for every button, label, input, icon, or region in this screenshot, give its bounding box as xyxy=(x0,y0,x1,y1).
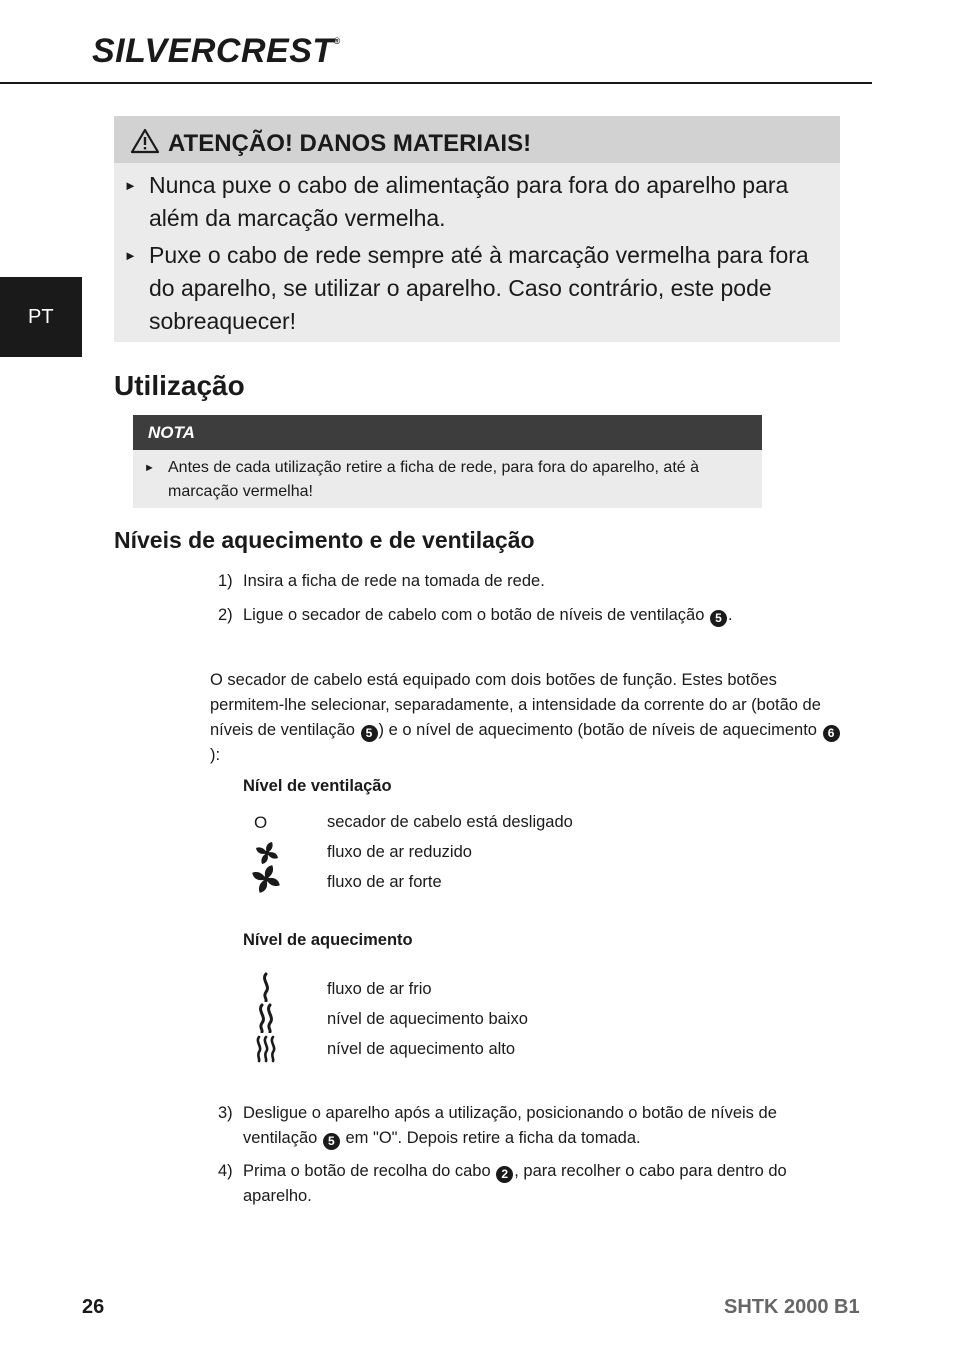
reference-number-badge: 5 xyxy=(361,725,378,742)
step-item: 1) Insira a ficha de rede na tomada de rede. xyxy=(218,572,545,590)
bullet-arrow-icon: ► xyxy=(124,178,137,193)
page-number: 26 xyxy=(82,1296,105,1318)
heating-level-label: fluxo de ar frio xyxy=(327,980,432,998)
heat-wave-1-icon xyxy=(249,972,283,1002)
ventilation-level-label: secador de cabelo está desligado xyxy=(327,813,573,831)
note-item: ► Antes de cada utilização retire a ficha de rede, para fora do aparelho, até à marcação vermelha! xyxy=(144,456,756,504)
warning-item: ► Puxe o cabo de rede sempre até à marcação vermelha para fora do aparelho, se utilizar o aparelho. Caso contrário, este pode sobreaquecer! xyxy=(124,239,834,338)
heat-wave-3-icon xyxy=(249,1033,283,1063)
bullet-arrow-icon: ► xyxy=(124,248,137,263)
subsection-title: Níveis de aquecimento e de ventilação xyxy=(114,527,535,553)
header-rule xyxy=(0,82,872,84)
ventilation-level-label: fluxo de ar reduzido xyxy=(327,843,472,861)
bullet-arrow-icon: ► xyxy=(144,462,155,474)
warning-title: ATENÇÃO! DANOS MATERIAIS! xyxy=(168,130,532,157)
heating-level-label: nível de aquecimento baixo xyxy=(327,1010,528,1028)
reference-number-badge: 5 xyxy=(710,610,727,627)
step-item: 4) Prima o botão de recolha do cabo 2 , para recolher o cabo para dentro do aparelho. xyxy=(218,1162,787,1205)
warning-item: ► Nunca puxe o cabo de alimentação para fora do aparelho para além da marcação vermelha. xyxy=(124,169,834,235)
heat-wave-2-icon xyxy=(249,1003,283,1033)
off-symbol: O xyxy=(254,813,268,832)
note-label: NOTA xyxy=(148,423,195,442)
heating-level-label: nível de aquecimento alto xyxy=(327,1040,516,1058)
ventilation-title: Nível de ventilação xyxy=(243,777,392,795)
language-label: PT xyxy=(28,306,54,328)
brand-logo: SILVERCREST® xyxy=(92,32,341,70)
reference-number-badge: 2 xyxy=(496,1166,513,1183)
reference-number-badge: 5 xyxy=(323,1133,340,1150)
step-item: 2) Ligue o secador de cabelo com o botão de níveis de ventilação 5 . xyxy=(218,606,733,625)
step-item: 3) Desligue o aparelho após a utilização, posicionando o botão de níveis de ventilação 5 em "O". Depois retire a ficha da tomada. xyxy=(218,1104,777,1148)
note-header xyxy=(133,415,762,450)
section-title: Utilização xyxy=(114,370,245,401)
model-number: SHTK 2000 B1 xyxy=(724,1296,860,1318)
reference-number-badge: 6 xyxy=(823,725,840,742)
ventilation-level-label: fluxo de ar forte xyxy=(327,873,442,891)
language-tab xyxy=(0,277,82,357)
description-paragraph: O secador de cabelo está equipado com dois botões de função. Estes botões permitem-lhe selecionar, separadamente, a intensidade da corrente do ar (botão de níveis de ventilação 5 ) e o nível de aquecimento (botão de níveis de aquecimento 6): xyxy=(210,668,842,768)
heating-title: Nível de aquecimento xyxy=(243,931,413,949)
fan-large-icon xyxy=(249,864,283,894)
warning-triangle-icon xyxy=(130,128,160,154)
